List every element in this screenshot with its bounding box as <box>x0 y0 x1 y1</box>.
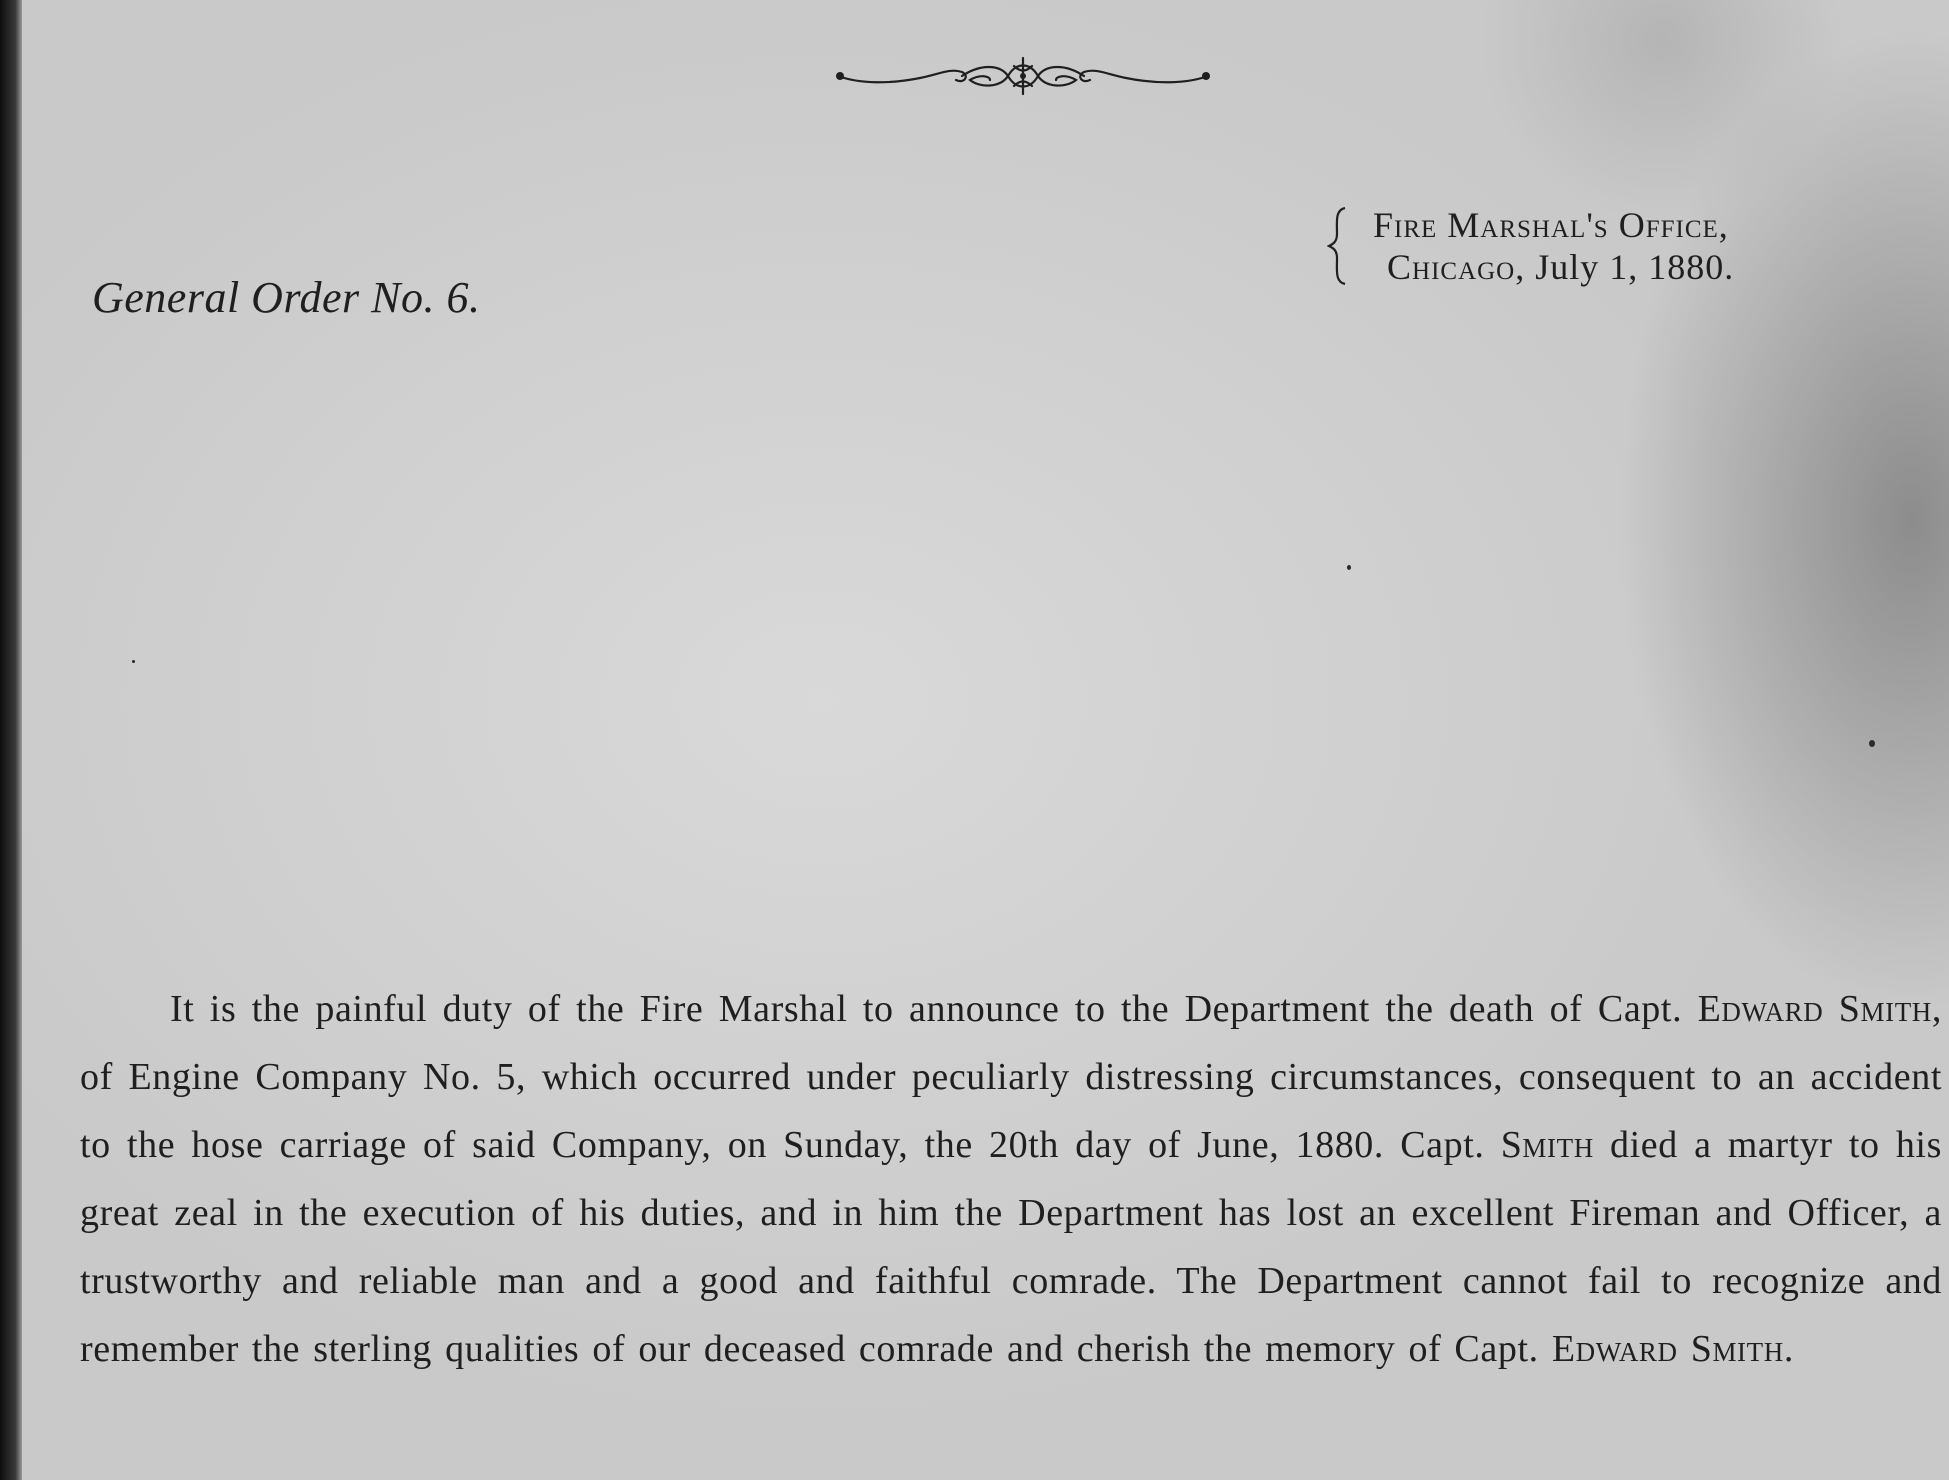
curly-brace-icon <box>1327 206 1349 286</box>
decorative-scroll-ornament-icon <box>830 54 1216 98</box>
page-shadow-edge <box>0 0 22 1480</box>
order-title: General Order No. 6. <box>92 273 481 322</box>
body-text-part-1: It is the painful duty of the Fire Marshal to announce to the Department the death of Capt. <box>170 988 1683 1030</box>
city-name: Chicago, <box>1387 247 1526 287</box>
body-text-part-2: , of Engine Company No. 5, which occurred under peculiarly distressing circumstances, consequent to an accident to the hose carriage of said Company, on Sunday, the 20th day of June, 1880. Capt. <box>80 988 1942 1166</box>
document-page <box>22 0 1949 1480</box>
issue-date: July 1, 1880. <box>1535 247 1735 287</box>
captain-name: Edward Smith <box>1697 988 1932 1030</box>
order-body-paragraph <box>80 975 1942 1383</box>
captain-name-closing: Edward Smith <box>1551 1328 1784 1370</box>
body-text-part-4: . <box>1783 1328 1794 1370</box>
paper-speck <box>132 660 135 663</box>
paper-speck <box>1869 740 1875 747</box>
dateline <box>1387 246 1734 288</box>
paper-speck <box>1347 565 1351 570</box>
captain-surname: Smith <box>1500 1124 1594 1166</box>
office-name: Fire Marshal's Office, <box>1373 205 1729 245</box>
letterhead <box>1327 204 1847 288</box>
body-text-part-3: died a martyr to his great zeal in the execution of his duties, and in him the Department has lost an excellent Fireman and Officer, a trustworthy and reliable man and a good and faithful comrade. The Department cannot fail to recognize and remember the sterling qualities of our deceased comrade and cherish the memory of Capt. <box>80 1124 1942 1370</box>
